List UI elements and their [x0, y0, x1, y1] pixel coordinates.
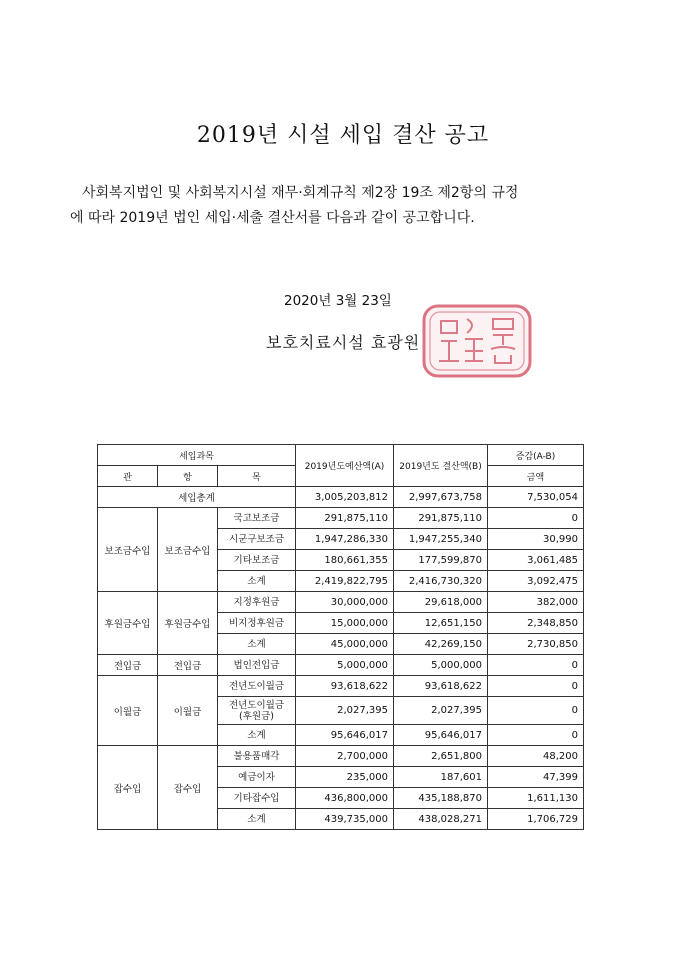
- header-group: 세입과목: [98, 445, 296, 466]
- cell-budget: 45,000,000: [296, 634, 394, 655]
- cell-mok: 법인전입금: [218, 655, 296, 676]
- cell-settlement: 42,269,150: [394, 634, 488, 655]
- total-label: 세입총계: [98, 487, 296, 508]
- cell-hang: 이월금: [158, 676, 218, 746]
- cell-settlement: 438,028,271: [394, 809, 488, 830]
- intro-line-1: 사회복지법인 및 사회복지시설 재무·회계규칙 제2장 19조 제2항의 규정: [82, 185, 519, 201]
- cell-diff: 0: [488, 676, 584, 697]
- cell-settlement: 2,651,800: [394, 746, 488, 767]
- cell-diff: 3,061,485: [488, 550, 584, 571]
- cell-hang: 잡수입: [158, 746, 218, 830]
- cell-diff: 1,706,729: [488, 809, 584, 830]
- organization-name: 보호치료시설 효광원: [266, 333, 421, 352]
- cell-budget: 436,800,000: [296, 788, 394, 809]
- cell-settlement: 187,601: [394, 767, 488, 788]
- cell-mok: 전년도이월금: [218, 676, 296, 697]
- cell-diff: 30,990: [488, 529, 584, 550]
- cell-mok: 지정후원금: [218, 592, 296, 613]
- cell-diff: 0: [488, 697, 584, 725]
- cell-settlement: 2,027,395: [394, 697, 488, 725]
- cell-gwan: 후원금수입: [98, 592, 158, 655]
- official-seal-stamp: [421, 303, 533, 379]
- cell-budget: 95,646,017: [296, 725, 394, 746]
- total-settlement: 2,997,673,758: [394, 487, 488, 508]
- cell-settlement: 435,188,870: [394, 788, 488, 809]
- cell-diff: 0: [488, 508, 584, 529]
- document-title: 2019년 시설 세입 결산 공고: [196, 123, 490, 148]
- cell-budget: 1,947,286,330: [296, 529, 394, 550]
- intro-paragraph: [70, 181, 622, 231]
- cell-budget: 235,000: [296, 767, 394, 788]
- table-row: [98, 592, 584, 613]
- table-row: [98, 676, 584, 697]
- cell-mok: 불용품매각: [218, 746, 296, 767]
- table-row: [98, 655, 584, 676]
- cell-settlement: 93,618,622: [394, 676, 488, 697]
- cell-settlement: 5,000,000: [394, 655, 488, 676]
- cell-mok: 소계: [218, 809, 296, 830]
- cell-diff: 382,000: [488, 592, 584, 613]
- cell-settlement: 29,618,000: [394, 592, 488, 613]
- cell-mok: 예금이자: [218, 767, 296, 788]
- cell-diff: 47,399: [488, 767, 584, 788]
- intro-line-2: 에 따라 2019년 법인 세입·세출 결산서를 다음과 같이 공고합니다.: [70, 210, 475, 226]
- header-amount: 금액: [488, 466, 584, 487]
- cell-gwan: 이월금: [98, 676, 158, 746]
- cell-budget: 30,000,000: [296, 592, 394, 613]
- table-row: [98, 508, 584, 529]
- cell-budget: 2,700,000: [296, 746, 394, 767]
- cell-hang: 후원금수입: [158, 592, 218, 655]
- cell-mok: 전년도이월금 (후원금): [218, 697, 296, 725]
- header-settlement: 2019년도 결산액(B): [394, 445, 488, 487]
- cell-diff: 48,200: [488, 746, 584, 767]
- cell-gwan: 전입금: [98, 655, 158, 676]
- revenue-settlement-table: [97, 444, 584, 830]
- cell-budget: 439,735,000: [296, 809, 394, 830]
- cell-budget: 15,000,000: [296, 613, 394, 634]
- cell-settlement: 2,416,730,320: [394, 571, 488, 592]
- header-diff: 증감(A-B): [488, 445, 584, 466]
- announcement-date: 2020년 3월 23일: [284, 293, 392, 309]
- cell-diff: 3,092,475: [488, 571, 584, 592]
- cell-mok: 기타잡수입: [218, 788, 296, 809]
- cell-mok: 비지정후원금: [218, 613, 296, 634]
- cell-settlement: 12,651,150: [394, 613, 488, 634]
- cell-budget: 2,027,395: [296, 697, 394, 725]
- cell-settlement: 177,599,870: [394, 550, 488, 571]
- cell-hang: 전입금: [158, 655, 218, 676]
- cell-settlement: 1,947,255,340: [394, 529, 488, 550]
- table-row: [98, 746, 584, 767]
- header-mok: 목: [218, 466, 296, 487]
- seal-icon: [421, 303, 533, 379]
- cell-budget: 291,875,110: [296, 508, 394, 529]
- cell-diff: 2,730,850: [488, 634, 584, 655]
- cell-budget: 5,000,000: [296, 655, 394, 676]
- cell-settlement: 95,646,017: [394, 725, 488, 746]
- cell-settlement: 291,875,110: [394, 508, 488, 529]
- cell-mok: 기타보조금: [218, 550, 296, 571]
- cell-budget: 2,419,822,795: [296, 571, 394, 592]
- cell-diff: 2,348,850: [488, 613, 584, 634]
- header-hang: 항: [158, 466, 218, 487]
- cell-diff: 0: [488, 655, 584, 676]
- cell-mok: 소계: [218, 725, 296, 746]
- cell-budget: 180,661,355: [296, 550, 394, 571]
- total-diff: 7,530,054: [488, 487, 584, 508]
- cell-diff: 1,611,130: [488, 788, 584, 809]
- header-gwan: 관: [98, 466, 158, 487]
- cell-hang: 보조금수입: [158, 508, 218, 592]
- cell-mok: 소계: [218, 571, 296, 592]
- cell-gwan: 잡수입: [98, 746, 158, 830]
- cell-mok: 소계: [218, 634, 296, 655]
- cell-gwan: 보조금수입: [98, 508, 158, 592]
- cell-budget: 93,618,622: [296, 676, 394, 697]
- cell-mok: 국고보조금: [218, 508, 296, 529]
- cell-diff: 0: [488, 725, 584, 746]
- header-budget: 2019년도예산액(A): [296, 445, 394, 487]
- cell-mok: 시군구보조금: [218, 529, 296, 550]
- total-budget: 3,005,203,812: [296, 487, 394, 508]
